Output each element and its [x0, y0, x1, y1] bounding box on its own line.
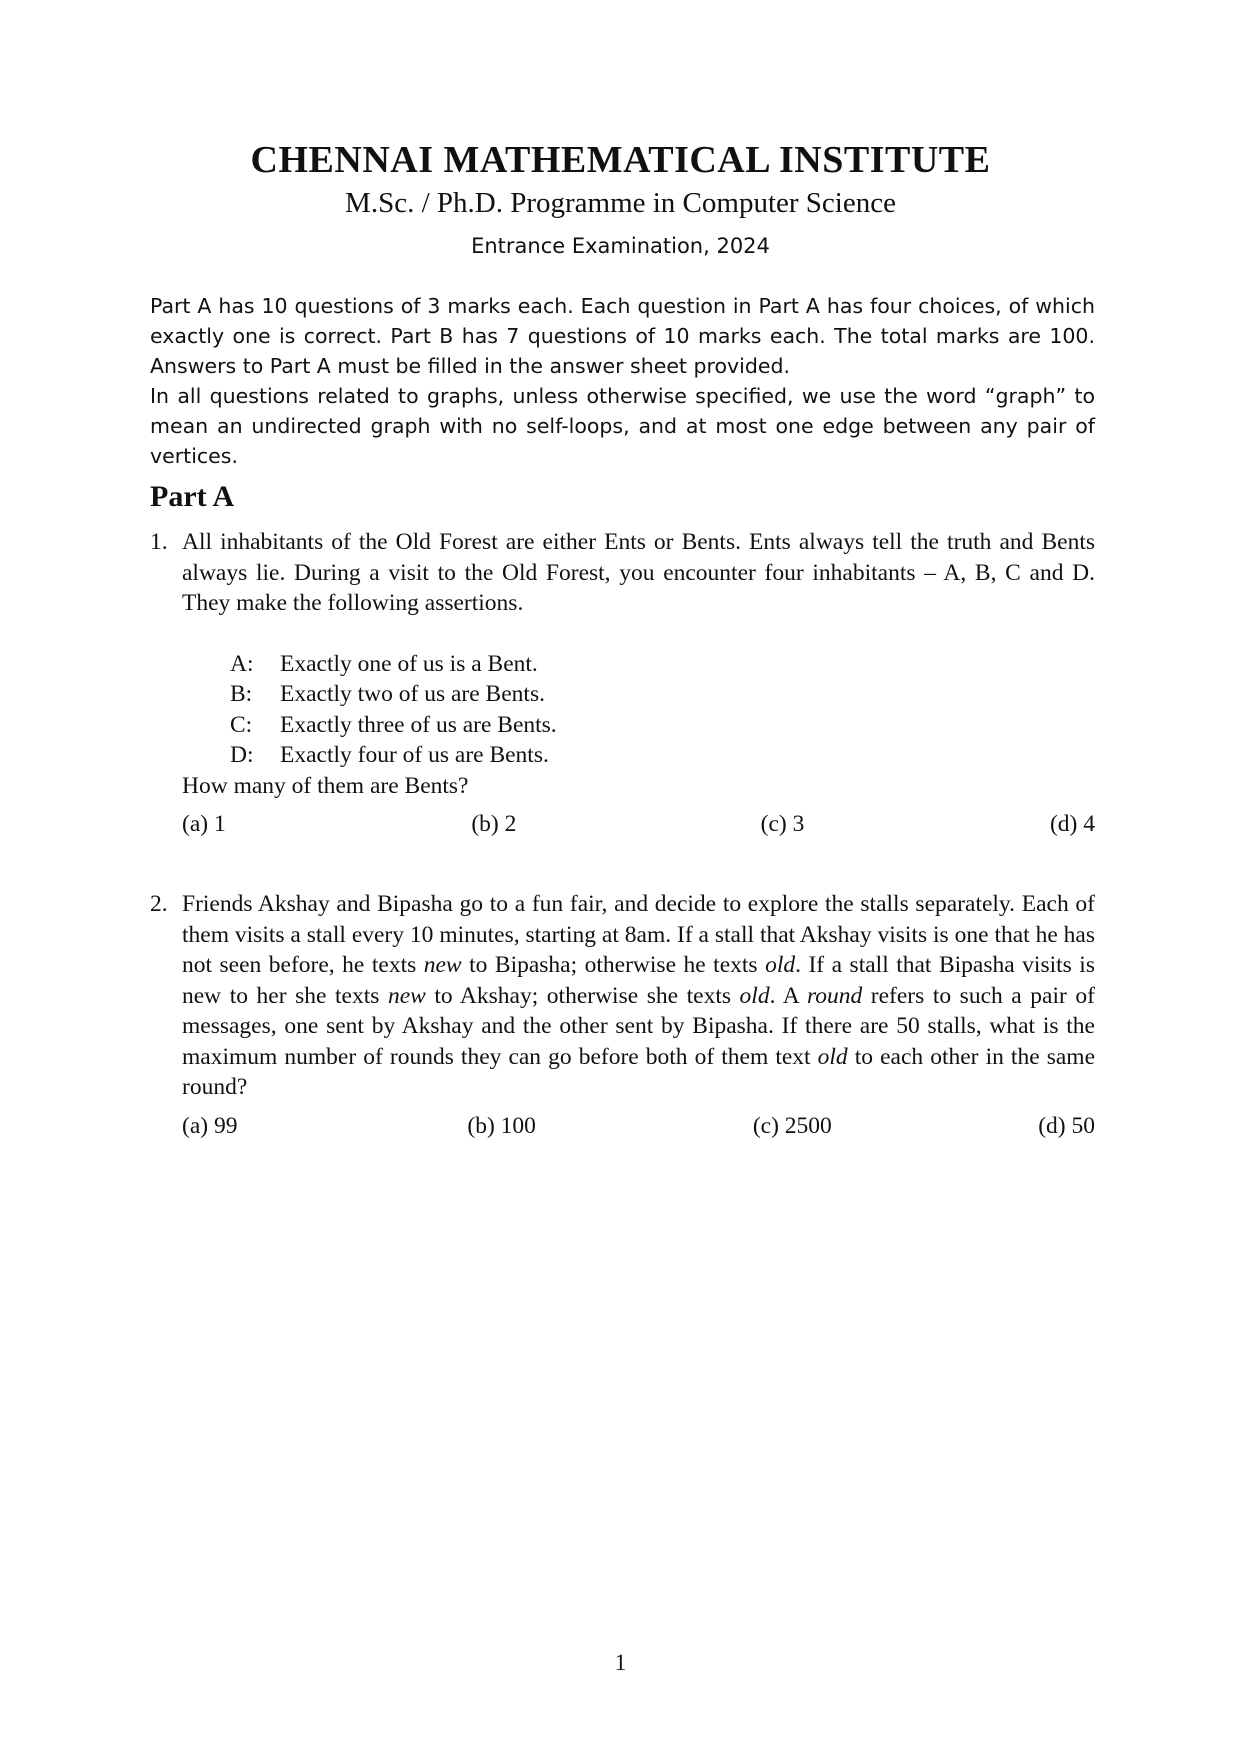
assertion-item — [230, 710, 1095, 741]
assertion-text: Exactly four of us are Bents. — [280, 742, 549, 768]
question-2 — [150, 889, 1095, 1141]
text-segment: . A — [769, 982, 807, 1009]
question-text — [182, 889, 1095, 1103]
choice-list — [182, 1111, 1095, 1142]
emphasis-old: old — [739, 982, 770, 1009]
assertion-label: B: — [230, 681, 253, 707]
page-number: 1 — [614, 1650, 627, 1675]
assertion-text: Exactly three of us are Bents. — [280, 711, 557, 738]
assertion-text: Exactly one of us is a Bent. — [280, 650, 538, 677]
instructions — [150, 291, 1095, 471]
institute-title: CHENNAI MATHEMATICAL INSTITUTE — [250, 139, 991, 181]
assertion-label: D: — [230, 742, 254, 768]
instructions-paragraph-1: Part A has 10 questions of 3 marks each. Each question in Part A has four choices, of which exactly one is correct. Part B has 7 questions of 10 marks each. The total marks are 100. Answers to Part A must be filled in the answer sheet provided. — [150, 294, 1095, 378]
question-stem: How many of them are Bents? — [182, 772, 469, 799]
assertion-item — [230, 679, 1095, 710]
choice-a: (a) 1 — [182, 811, 226, 837]
choice-b: (b) 2 — [471, 811, 517, 837]
assertion-item — [230, 649, 1095, 680]
emphasis-old: old — [817, 1043, 848, 1070]
emphasis-new: new — [423, 952, 462, 978]
text-segment: . If a stall that Bipasha visits is new to her she texts — [182, 952, 1095, 1009]
choice-c: (c) 3 — [760, 811, 805, 837]
instructions-paragraph-2: In all questions related to graphs, unless otherwise specified, we use the word “graph” to mean an undirected graph with no self-loops, and at most one edge between any pair of vertices. — [150, 384, 1095, 468]
emphasis-new: new — [387, 982, 426, 1009]
part-heading: Part A — [150, 480, 235, 513]
choice-a: (a) 99 — [182, 1112, 238, 1139]
question-number: 2. — [150, 891, 168, 917]
exam-title: Entrance Examination, 2024 — [471, 234, 770, 258]
text-segment: to each other in the same round? — [182, 1043, 1095, 1100]
emphasis-round: round — [806, 982, 863, 1009]
choice-d: (d) 50 — [1038, 1112, 1095, 1139]
assertion-item — [230, 740, 1095, 771]
programme-subtitle: M.Sc. / Ph.D. Programme in Computer Science — [345, 187, 896, 219]
text-segment: refers to such a pair of messages, one sent by Akshay and the other sent by Bipasha. If there are 50 stalls, what is the maximum number of rounds they can go before both of them text — [182, 982, 1095, 1070]
text-segment: to Bipasha; otherwise he texts — [461, 952, 766, 978]
choice-d: (d) 4 — [1049, 811, 1096, 837]
question-text: All inhabitants of the Old Forest are either Ents or Bents. Ents always tell the truth and Bents always lie. During a visit to the Old Forest, you encounter four inhabitants – A, B, C and D. They make the following assertions. — [182, 529, 1095, 616]
assertion-list — [230, 649, 1095, 771]
text-segment: to Akshay; otherwise she texts — [425, 982, 740, 1009]
question-number: 1. — [150, 529, 168, 555]
choice-list — [182, 809, 1095, 840]
question-1 — [150, 527, 1095, 840]
assertion-label: C: — [230, 711, 253, 738]
choice-c: (c) 2500 — [752, 1112, 832, 1139]
assertion-label: A: — [230, 650, 254, 677]
text-segment: Friends Akshay and Bipasha go to a fun fair, and decide to explore the stalls separately. Each of them visits a stall every 10 minutes, starting at 8am. If a stall that Akshay visits is one that he has not seen before, he texts — [182, 891, 1095, 978]
assertion-text: Exactly two of us are Bents. — [280, 681, 545, 707]
emphasis-old: old — [765, 952, 796, 978]
choice-b: (b) 100 — [467, 1112, 536, 1139]
